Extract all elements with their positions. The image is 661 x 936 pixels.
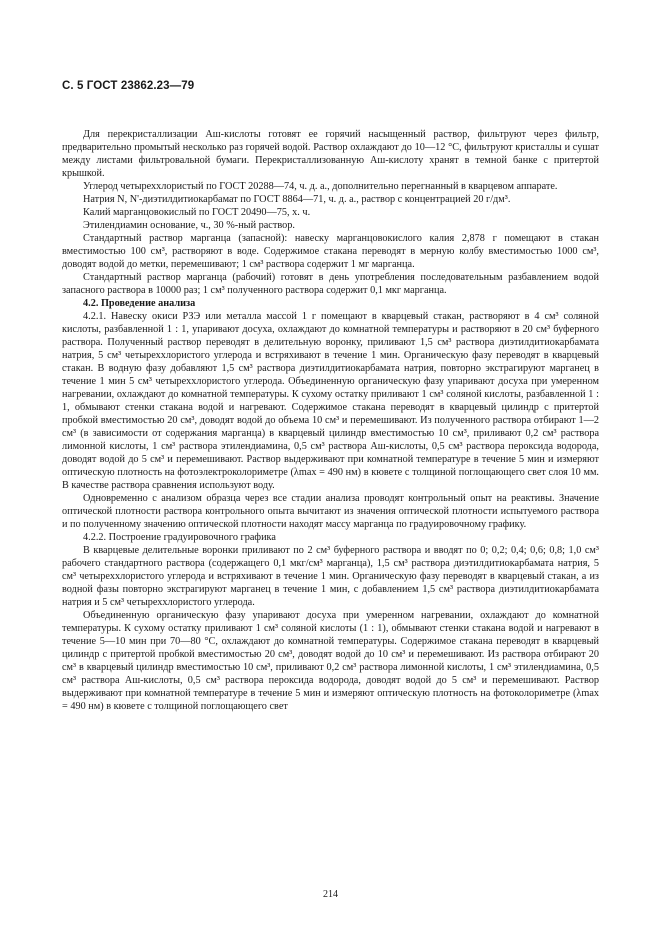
- paragraph-control-experiment: Одновременно с анализом образца через все стадии анализа проводят контрольный опыт на реактивы. Значение оптической плотности раствора контрольного опыта вычитают из значения оптической плотности испытуемого раствора и по полученному значению оптической плотности находят массу марганца по градуировочному графику.: [62, 493, 599, 530]
- paragraph-sodium-diethyldithiocarbamate: Натрия N, N'-диэтилдитиокарбамат по ГОСТ 8864—71, ч. д. а., раствор с концентрацией 20 г/дм³.: [83, 194, 511, 205]
- page-header: С. 5 ГОСТ 23862.23—79: [62, 80, 195, 92]
- paragraph-ethylenediamine: Этилендиамин основание, ч., 30 %-ный раствор.: [83, 220, 295, 231]
- section-heading-analysis: 4.2. Проведение анализа: [83, 298, 196, 309]
- paragraph-calibration-2: Объединенную органическую фазу упаривают досуха при умеренном нагревании, охлаждают до комнатной температуры. К сухому остатку приливают 1 см³ соляной кислоты (1 : 1), обмывают стенки стакана водой и нагревают в течение 5—10 мин при 70—80 °С, охлаждают до комнатной температуры. Содержимое стакана переводят в кварцевый цилиндр с притертой пробкой вместимостью 20 см³, доводят водой до 10 см³ и перемешивают. Из раствора отбирают 20 см³ в кварцевый цилиндр вместимостью 10 см³, приливают 0,2 см³ раствора лимонной кислоты, 1 см³ этилендиамина, 0,5 см³ раствора Аш-кислоты, 0,5 см³ раствора пероксида водорода, доводят водой до 5 см³ и перемешивают. Раствор выдерживают при комнатной температуре в течение 5 мин и измеряют оптическую плотность на фотоколориметре (λmax = 490 нм) в кювете с толщиной поглощающего свет: [62, 610, 599, 712]
- paragraph-working-solution: Стандартный раствор марганца (рабочий) готовят в день употребления последовательным разбавлением водой запасного раствора в 10000 раз; 1 см³ полученного раствора содержит 0,1 мкг марганца.: [62, 272, 599, 296]
- paragraph-4-2-1: 4.2.1. Навеску окиси РЗЭ или металла массой 1 г помещают в кварцевый стакан, растворяют в 4 см³ соляной кислоты, разбавленной 1 : 1, упаривают досуха, охлаждают до комнатной температуры и растворяют в 20 см³ буферного раствора. Полученный раствор переводят в делительную воронку, приливают 1,5 см³ раствора диэтилдитиокарбамата натрия, 5 см³ четыреххлористого углерода и встряхивают в течение 1 мин. Органическую фазу переводят в кварцевый стакан. В водную фазу добавляют 1,5 см³ раствора диэтилдитиокарбамата натрия, повторно экстрагируют марганец в течение 1 мин 5 см³ четыреххлористого углерода. Объединенную органическую фазу упаривают досуха при умеренном нагревании, охлаждают до комнатной температуры. К сухому остатку приливают 1 см³ соляной кислоты, разбавленной 1 : 1, обмывают стенки стакана водой и нагревают. Содержимое стакана переводят в кварцевый цилиндр с притертой пробкой вместимостью 20 см³, доводят водой до объема 10 см³ и перемешивают. Из полученного раствора отбирают 1—2 см³ (в зависимости от содержания марганца) в кварцевый цилиндр вместимостью 10 см³, приливают 0,2 см³ раствора лимонной кислоты, 1 см³ раствора этилендиамина, 0,5 см³ раствора Аш-кислоты, 0,5 см³ раствора пероксида водорода, доводят водой до 5 см³ и перемешивают. Раствор выдерживают при комнатной температуре в течение 5 мин и измеряют оптическую плотность на фотоэлектроколориметре (λmax = 490 нм) в кювете с толщиной поглощающего свет слоя 10 мм. В качестве раствора сравнения используют воду.: [62, 311, 599, 491]
- paragraph-stock-solution: Стандартный раствор марганца (запасной): навеску марганцовокислого калия 2,878 г помещают в стакан вместимостью 100 см³, растворяют в воде. Содержимое стакана переводят в мерную колбу вместимостью 1000 см³, доводят водой до метки, перемешивают; 1 см³ раствора содержит 1 мг марганца.: [62, 233, 599, 270]
- document-body: [62, 124, 599, 713]
- page-number: 214: [323, 889, 338, 900]
- paragraph-potassium-permanganate: Калий марганцовокислый по ГОСТ 20490—75, х. ч.: [83, 207, 311, 218]
- subsection-heading-calibration: 4.2.2. Построение градуировочного графика: [83, 532, 276, 543]
- paragraph-recrystallization: Для перекристаллизации Аш-кислоты готовят ее горячий насыщенный раствор, фильтруют через фильтр, предварительно промытый несколько раз горячей водой. Раствор охлаждают до 10—12 °С, фильтруют кристаллы и сушат между листами фильтровальной бумаги. Перекристаллизованную Аш-кислоту хранят в темной банке с притертой крышкой.: [62, 129, 599, 179]
- paragraph-calibration-1: В кварцевые делительные воронки приливают по 2 см³ буферного раствора и вводят по 0; 0,2; 0,4; 0,6; 0,8; 1,0 см³ рабочего стандартного раствора (содержащего 0,1 мкг/см³ марганца), 1,5 см³ раствора диэтилдитиокарбамата натрия, 5 см³ четыреххлористого углерода и встряхивают в течение 1 мин. Органическую фазу переводят в кварцевый стакан, а из водной фазы повторно экстрагируют марганец в течение 1 мин, с добавлением 1,5 см³ раствора диэтилдитиокарбамата натрия и 5 см³ четыреххлористого углерода.: [62, 545, 599, 608]
- paragraph-carbon-tetrachloride: Углерод четыреххлористый по ГОСТ 20288—74, ч. д. а., дополнительно перегнанный в кварцевом аппарате.: [83, 181, 558, 192]
